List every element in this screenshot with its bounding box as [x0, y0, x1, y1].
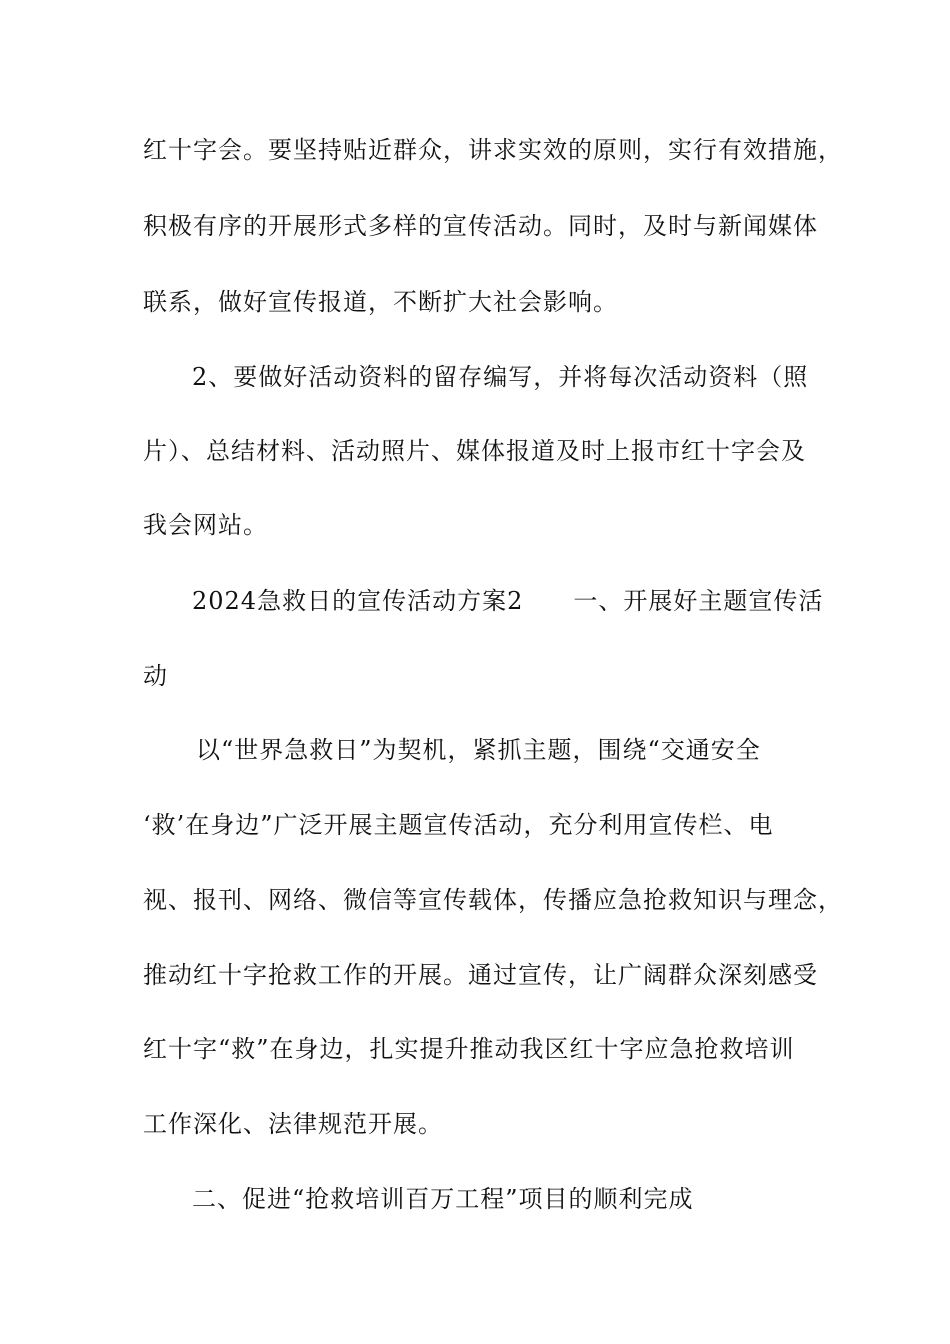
- paragraph-line: 红十字会。要坚持贴近群众，讲求实效的原则，实行有效措施，: [143, 136, 843, 164]
- paragraph-line: ‘救’在身边”广泛开展主题宣传活动，充分利用宣传栏、电: [143, 811, 774, 839]
- paragraph-line: 推动红十字抢救工作的开展。通过宣传，让广阔群众深刻感受: [143, 961, 818, 989]
- section-heading-line: 二、促进“抢救培训百万工程”项目的顺利完成: [192, 1185, 694, 1213]
- paragraph-line: 视、报刊、网络、微信等宣传载体，传播应急抢救知识与理念，: [143, 886, 843, 914]
- paragraph-line: 联系，做好宣传报道，不断扩大社会影响。: [143, 288, 618, 316]
- paragraph-line: 工作深化、法律规范开展。: [143, 1110, 443, 1138]
- paragraph-line: 片）、总结材料、活动照片、媒体报道及时上报市红十字会及: [143, 437, 806, 465]
- section-heading-line: 2024急救日的宣传活动方案2 一、开展好主题宣传活: [192, 587, 824, 615]
- paragraph-line: 2、要做好活动资料的留存编写，并将每次活动资料（照: [192, 363, 809, 391]
- section-heading-line: 动: [143, 662, 168, 690]
- paragraph-line: 我会网站。: [143, 511, 268, 539]
- paragraph-line: 以“世界急救日”为契机，紧抓主题，围绕“交通安全: [196, 736, 761, 764]
- paragraph-line: 积极有序的开展形式多样的宣传活动。同时，及时与新闻媒体: [143, 212, 818, 240]
- paragraph-line: 红十字“救”在身边，扎实提升推动我区红十字应急抢救培训: [143, 1035, 795, 1063]
